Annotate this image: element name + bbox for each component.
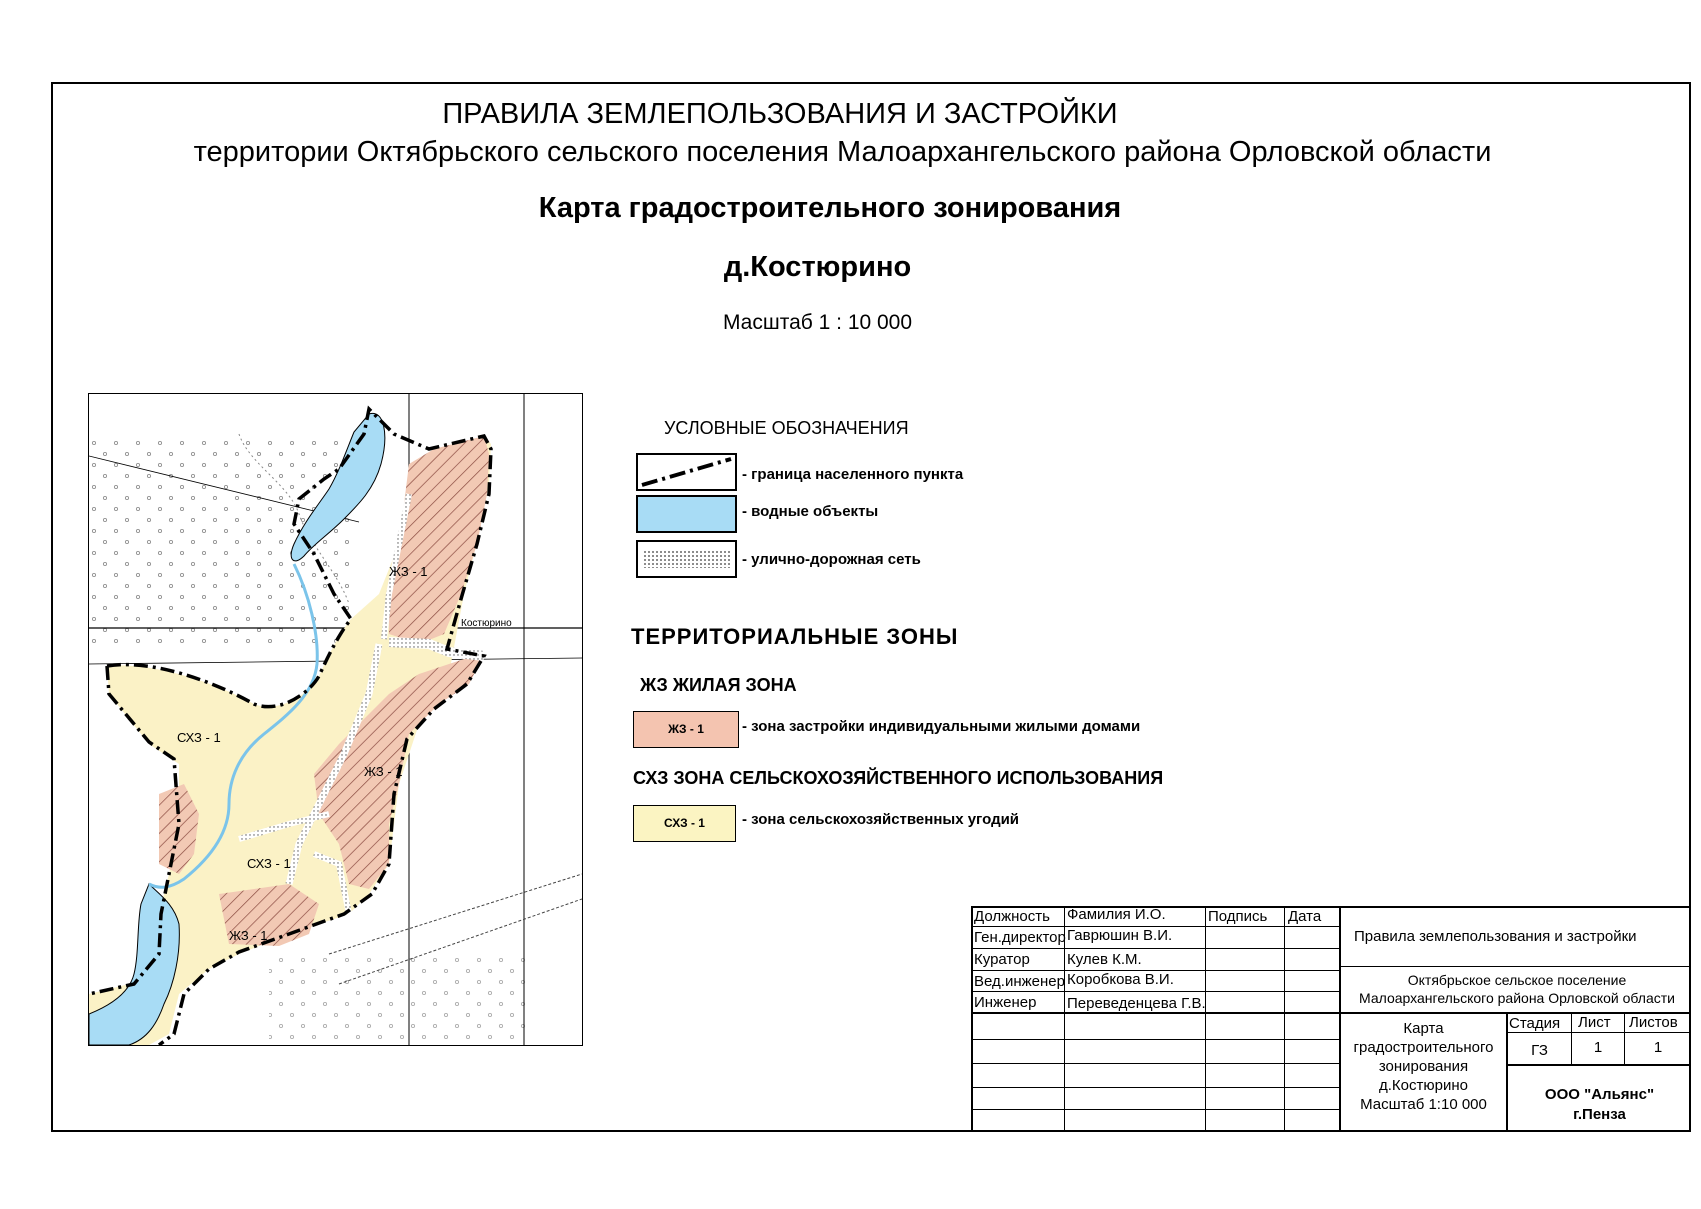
tb-header-signature: Подпись — [1208, 908, 1268, 925]
legend-swatch-water — [636, 495, 737, 533]
tb-project: Правила землепользования и застройки — [1354, 928, 1637, 945]
tb-row-position: Инженер — [974, 994, 1037, 1011]
map-label-shz1: СХЗ - 1 — [247, 856, 291, 871]
agri-zone-heading: СХЗ ЗОНА СЕЛЬСКОХОЗЯЙСТВЕННОГО ИСПОЛЬЗОВАНИЯ — [633, 768, 1164, 788]
tb-sheets-value: 1 — [1653, 1039, 1663, 1056]
tb-sheet-desc: Карта — [1403, 1020, 1444, 1037]
map-scale: Масштаб 1 : 10 000 — [722, 311, 913, 334]
document-title: ПРАВИЛА ЗЕМЛЕПОЛЬЗОВАНИЯ И ЗАСТРОЙКИ — [442, 98, 1118, 130]
tb-row-position: Куратор — [974, 951, 1030, 968]
map-label-zh1: ЖЗ - 1 — [364, 764, 403, 779]
map-label-zh1: ЖЗ - 1 — [229, 928, 268, 943]
place-name: д.Костюрино — [723, 251, 912, 283]
legend-text-water: - водные объекты — [742, 503, 879, 520]
legend-text-boundary: - граница населенного пункта — [742, 466, 964, 483]
tb-location-1: Октябрьское сельское поселение — [1407, 972, 1627, 988]
residential-zone-heading: ЖЗ ЖИЛАЯ ЗОНА — [640, 675, 797, 695]
tb-row-name: Гаврюшин В.И. — [1067, 927, 1173, 944]
tb-sheet-desc: Масштаб 1:10 000 — [1360, 1096, 1487, 1113]
zoning-map[interactable] — [88, 393, 583, 1046]
tb-stage-value: ГЗ — [1531, 1042, 1548, 1059]
territorial-zones-heading: ТЕРРИТОРИАЛЬНЫЕ ЗОНЫ — [631, 624, 959, 649]
tb-company: ООО "Альянс" — [1544, 1086, 1655, 1103]
legend-title: УСЛОВНЫЕ ОБОЗНАЧЕНИЯ — [664, 418, 909, 438]
tb-row-name: Кулев К.М. — [1067, 951, 1142, 968]
tb-row-position: Вед.инженер — [974, 973, 1065, 990]
tb-sheet-value: 1 — [1593, 1039, 1603, 1056]
legend-text-roads: - улично-дорожная сеть — [742, 551, 921, 568]
tb-stage-label: Стадия — [1509, 1015, 1561, 1032]
tb-sheet-desc: зонирования — [1378, 1058, 1469, 1075]
tb-sheet-label: Лист — [1578, 1014, 1611, 1031]
residential-zone-text: - зона застройки индивидуальными жилыми домами — [742, 718, 1141, 735]
map-label-shz1: СХЗ - 1 — [177, 730, 221, 745]
map-title: Карта градостроительного зонирования — [538, 192, 1122, 224]
map-label-village: Костюрино — [461, 618, 512, 629]
orchard-area-lower — [269, 954, 529, 1044]
residential-zone-badge: ЖЗ - 1 — [633, 711, 739, 748]
tb-sheet-desc: градостроительного — [1353, 1039, 1494, 1056]
residential-zone-north — [389, 436, 489, 644]
tb-sheets-label: Листов — [1629, 1014, 1678, 1031]
legend-swatch-roads — [636, 540, 737, 578]
tb-row-name: Коробкова В.И. — [1067, 971, 1174, 988]
document-subtitle: территории Октябрьского сельского поселения Малоархангельского района Орловской области — [193, 136, 1492, 168]
map-label-zh1: ЖЗ - 1 — [389, 564, 428, 579]
tb-row-position: Ген.директор — [974, 929, 1066, 946]
tb-header-position: Должность — [974, 908, 1050, 925]
tb-city: г.Пенза — [1573, 1106, 1626, 1123]
legend-swatch-boundary — [636, 453, 737, 491]
tb-location-2: Малоархангельского района Орловской области — [1359, 990, 1675, 1006]
tb-row-name: Переведенцева Г.В. — [1067, 995, 1206, 1012]
tb-header-name: Фамилия И.О. — [1067, 906, 1166, 923]
title-block — [971, 906, 1691, 1132]
tb-header-date: Дата — [1288, 908, 1322, 925]
agri-zone-text: - зона сельскохозяйственных угодий — [742, 811, 1020, 828]
tb-sheet-desc: д.Костюрино — [1379, 1077, 1468, 1094]
agri-zone-badge: СХЗ - 1 — [633, 805, 736, 842]
